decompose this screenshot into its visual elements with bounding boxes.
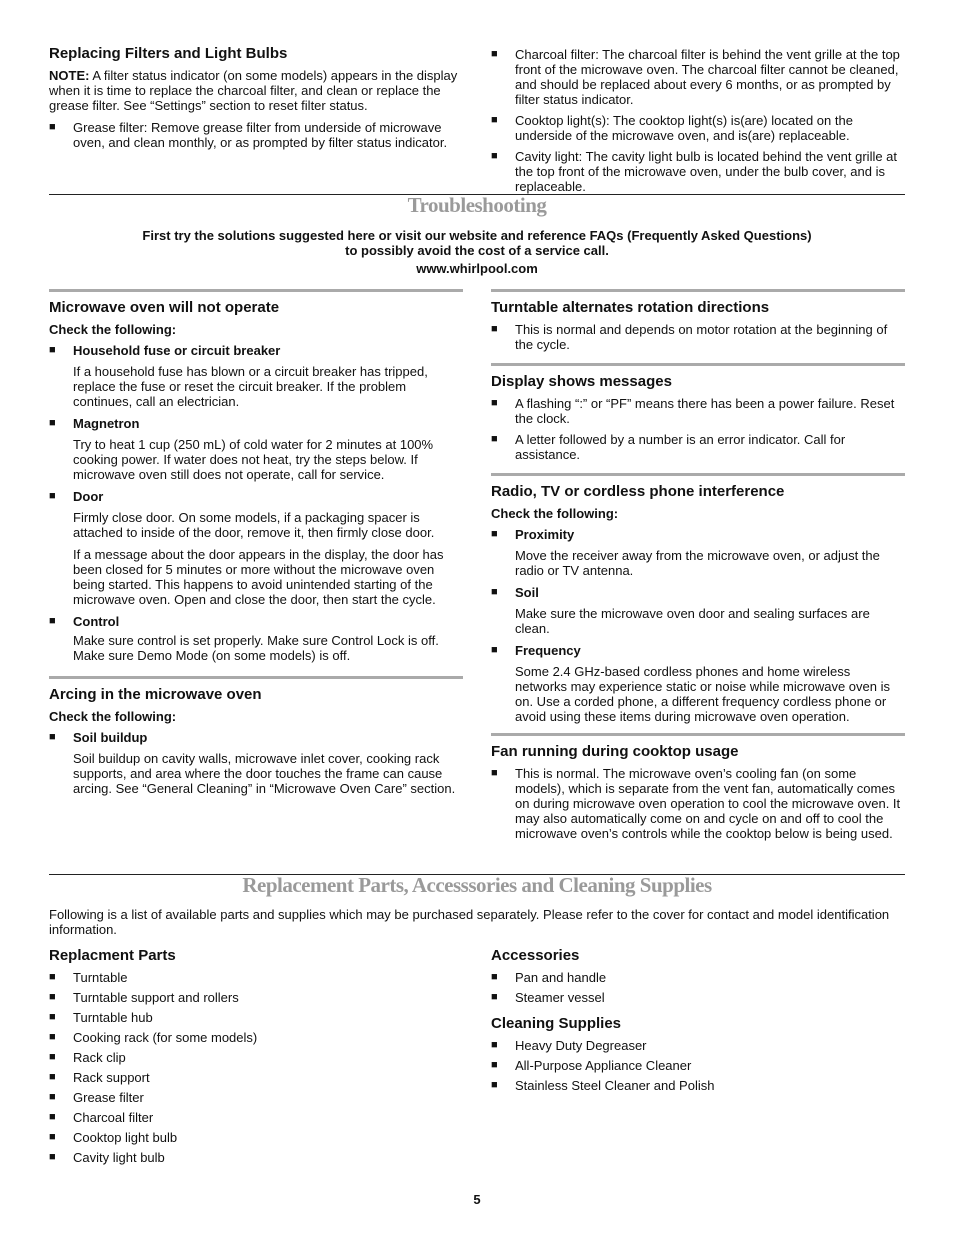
list-item: ■ Rack clip (49, 1050, 463, 1065)
list-item: ■ Cooktop light(s): The cooktop light(s) is(are) located on the underside of the microwave oven, and is(are) replaceable. (491, 113, 905, 143)
list-item: ■ Grease filter: Remove grease filter from underside of microwave oven, and clean monthly, or as prompted by filter status indicator. (49, 120, 463, 150)
list-item: ■ Turntable support and rollers (49, 990, 463, 1005)
accessories-heading: Accessories (491, 947, 580, 964)
intro-line-2: to possibly avoid the cost of a service call. (345, 243, 609, 258)
item-text: Firmly close door. On some models, if a packaging spacer is attached to inside of the door, remove it, then firmly close door. (73, 510, 435, 540)
item-text: If a household fuse has blown or a circuit breaker has tripped, replace the fuse or reset the circuit breaker. If the problem continues, call an electrician. (73, 364, 428, 409)
list-item: ■ This is normal. The microwave oven’s cooling fan (on some models), which is separate from the vent fan, automatically comes on during microwave oven operation to cool the microwave oven. It may also automatically come on and cycle on and off to cool the microwave oven’s controls while the cooktop below is being used. (491, 766, 905, 841)
interference-heading: Radio, TV or cordless phone interference (491, 483, 785, 500)
turntable-section (491, 289, 905, 352)
website-link[interactable]: www.whirlpool.com (416, 261, 538, 276)
item-text: Try to heat 1 cup (250 mL) of cold water for 2 minutes at 100% cooking power. If water does not heat, try the steps below. If microwave oven still does not operate, call for service. (73, 437, 434, 482)
filters-right-column (491, 46, 905, 200)
list-item: ■ Grease filter (49, 1090, 463, 1105)
arcing-heading: Arcing in the microwave oven (49, 686, 262, 703)
parts-column (49, 947, 463, 1171)
item-title: ■ Frequency (491, 643, 905, 658)
list-item: ■ A letter followed by a number is an error indicator. Call for assistance. (491, 432, 905, 462)
list-item: ■ Rack support (49, 1070, 463, 1085)
not-operate-list-4 (49, 614, 463, 629)
item-title: ■ Door (49, 489, 463, 504)
filters-left-list (49, 120, 463, 150)
display-list (491, 396, 905, 462)
list-item: ■ Steamer vessel (491, 990, 905, 1005)
arcing-list (49, 730, 463, 745)
list-item: ■ This is normal and depends on motor rotation at the beginning of the cycle. (491, 322, 905, 352)
item-title: ■ Household fuse or circuit breaker (49, 343, 463, 358)
list-item: ■ A flashing “:” or “PF” means there has been a power failure. Reset the clock. (491, 396, 905, 426)
replacement-intro: Following is a list of available parts and supplies which may be purchased separately. Please refer to the cover for contact and model identification information. (49, 907, 890, 937)
display-section (491, 363, 905, 462)
item-title: ■ Magnetron (49, 416, 463, 431)
item-text: Soil buildup on cavity walls, microwave inlet cover, cooking rack supports, and area where the door touches the frame can cause arcing. See “General Cleaning” in “Microwave Oven Care” section. (73, 751, 456, 796)
arcing-section (49, 676, 463, 796)
item-text: If a message about the door appears in the display, the door has been closed for 5 minutes or more without the microwave oven being started. This happens to avoid unintended starting of the microwave oven. Open and close the door, then start the cycle. (73, 547, 444, 607)
fan-list (491, 766, 905, 841)
troubleshooting-intro (49, 228, 905, 258)
filters-right-list (491, 47, 905, 194)
not-operate-section (49, 289, 463, 663)
not-operate-list (49, 343, 463, 358)
list-item: ■ Charcoal filter (49, 1110, 463, 1125)
list-item: ■ Stainless Steel Cleaner and Polish (491, 1078, 905, 1093)
list-item: ■ Pan and handle (491, 970, 905, 985)
filters-heading: Replacing Filters and Light Bulbs (49, 45, 288, 62)
list-item: ■ Cavity light bulb (49, 1150, 463, 1165)
list-item: ■ Heavy Duty Degreaser (491, 1038, 905, 1053)
parts-heading: Replacment Parts (49, 947, 176, 964)
item-text: Move the receiver away from the microwave oven, or adjust the radio or TV antenna. (515, 548, 880, 578)
check-following-label: Check the following: (49, 322, 177, 337)
page-number: 5 (473, 1192, 481, 1207)
turntable-list (491, 322, 905, 352)
turntable-heading: Turntable alternates rotation directions (491, 299, 770, 316)
check-following-label: Check the following: (491, 506, 619, 521)
list-item: ■ Cooking rack (for some models) (49, 1030, 463, 1045)
accessories-column (491, 947, 905, 1099)
cleaning-heading: Cleaning Supplies (491, 1015, 622, 1032)
replacement-title: Replacement Parts, Accesssories and Cleaning Supplies (242, 873, 712, 897)
cleaning-list (491, 1038, 905, 1093)
item-title: ■ Control (49, 614, 463, 629)
item-text: Some 2.4 GHz-based cordless phones and home wireless networks may experience static or noise while microwave oven is on. Use a corded phone, a different frequency cordless phone or avoid using these items during microwave oven operation. (515, 664, 890, 724)
troubleshooting-left-column (49, 289, 463, 803)
list-item: ■ Turntable (49, 970, 463, 985)
item-text: Make sure control is set properly. Make sure Control Lock is off. Make sure Demo Mode (on some models) is off. (73, 633, 439, 663)
accessories-list (491, 970, 905, 1005)
troubleshooting-right-column (491, 289, 905, 847)
interference-list-3 (491, 643, 905, 658)
item-title: ■ Proximity (491, 527, 905, 542)
check-following-label: Check the following: (49, 709, 177, 724)
filters-left-column (49, 45, 463, 156)
not-operate-list-3 (49, 489, 463, 504)
item-text: Make sure the microwave oven door and sealing surfaces are clean. (515, 606, 870, 636)
list-item: ■ Cooktop light bulb (49, 1130, 463, 1145)
interference-section (491, 473, 905, 724)
list-item: ■ Cavity light: The cavity light bulb is located behind the vent grille at the top front of the microwave oven, under the bulb cover, and is replaceable. (491, 149, 905, 194)
interference-list-2 (491, 585, 905, 600)
list-item: ■ Charcoal filter: The charcoal filter is behind the vent grille at the top front of the microwave oven. The charcoal filter cannot be cleaned, and should be replaced about every 6 months, or as prompted by filter status indicator. (491, 47, 905, 107)
item-title: ■ Soil buildup (49, 730, 463, 745)
display-heading: Display shows messages (491, 373, 672, 390)
interference-list (491, 527, 905, 542)
fan-heading: Fan running during cooktop usage (491, 743, 739, 760)
troubleshooting-title: Troubleshooting (407, 193, 547, 217)
list-item: ■ Turntable hub (49, 1010, 463, 1025)
list-item: ■ All-Purpose Appliance Cleaner (491, 1058, 905, 1073)
item-title: ■ Soil (491, 585, 905, 600)
note-text: A filter status indicator (on some models) appears in the display when it is time to replace the charcoal filter, and clean or replace the grease filter. See “Settings” section to reset filter status. (49, 68, 458, 113)
not-operate-list-2 (49, 416, 463, 431)
parts-list (49, 970, 463, 1165)
note-label: NOTE: (49, 68, 90, 83)
not-operate-heading: Microwave oven will not operate (49, 299, 280, 316)
intro-line-1: First try the solutions suggested here or visit our website and reference FAQs (Frequently Asked Questions) (142, 228, 812, 243)
fan-section (491, 733, 905, 841)
filters-note (49, 68, 463, 113)
